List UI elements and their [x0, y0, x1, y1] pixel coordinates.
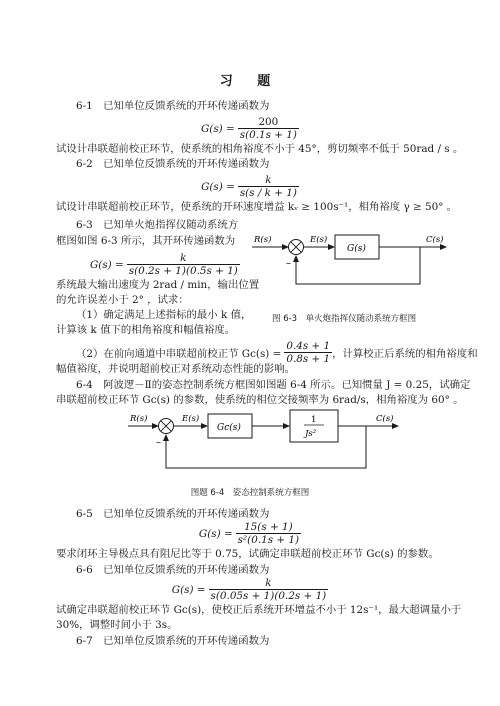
problem-6-5-intro: 6-5 已知单位反馈系统的开环传递函数为 [76, 508, 270, 520]
problem-6-2-task: 试设计串联超前校正环节，使系统的开环速度增益 kᵥ ≥ 100s⁻¹，相角裕度 γ ≥ 50° 。 [56, 201, 458, 213]
problem-6-3-q2c: 幅值裕度，并说明超前校正对系统动态性能的影响。 [56, 363, 295, 375]
problem-6-5-task: 要求闭环主导极点具有阻尼比等于 0.75，试确定串联超前校正环节 Gc(s) 的参数。 [56, 548, 439, 560]
q2-text-a: （2）在前向通道中串联超前校正节 Gc(s) = [76, 348, 282, 360]
problem-6-6-task2: 30%，调整时间小于 3s。 [56, 619, 178, 631]
eq-fraction [127, 252, 240, 277]
diagram-error-label: E(s) [182, 414, 200, 424]
problem-6-7-intro: 6-7 已知单位反馈系统的开环传递函数为 [76, 635, 270, 647]
equation-6-2 [0, 174, 500, 199]
problem-6-3-q1b: 计算该 k 值下的相角裕度和幅值裕度。 [56, 324, 236, 336]
eq-fraction [238, 116, 299, 141]
block-diagram-6-4 [128, 405, 400, 480]
figure-caption-6-4: 图题 6-4 姿态控制系统方框图 [190, 488, 310, 498]
problem-6-3-line4: 的允许误差小于 2° ，试求： [56, 294, 189, 306]
eq-denominator: s(0.1s + 1) [239, 129, 297, 141]
q2-denominator: 0.8s + 1 [286, 353, 331, 365]
eq-numerator: 15(s + 1) [244, 521, 293, 533]
eq-fraction [236, 521, 301, 546]
equation-6-5 [0, 521, 500, 546]
diagram-error-label: E(s) [310, 235, 328, 245]
eq-lhs: G(s) = [90, 258, 124, 271]
eq-numerator: 200 [258, 116, 279, 128]
diagram-output-label: C(s) [376, 414, 394, 424]
diagram-output-label: C(s) [426, 235, 444, 245]
equation-6-6 [0, 577, 500, 602]
block-diagram-6-3 [250, 222, 450, 302]
eq-fraction [209, 577, 329, 602]
eq-lhs: G(s) = [171, 583, 206, 596]
plant-numerator: 1 [311, 415, 317, 425]
problem-6-3-line1: 6-3 已知单火炮指挥仪随动系统方 [76, 219, 239, 231]
equation-6-3 [90, 252, 240, 277]
diagram-input-label: R(s) [254, 235, 272, 245]
problem-6-3-line3: 系统最大输出速度为 2rad / min，输出位置 [56, 279, 260, 291]
minus-sign: – [286, 258, 291, 269]
q2-numerator: 0.4s + 1 [286, 340, 331, 352]
eq-denominator: s(0.2s + 1)(0.5s + 1) [128, 265, 238, 277]
eq-denominator: s(s / k + 1) [239, 187, 297, 199]
problem-6-4-line2: 串联超前校正环节 Gc(s) 的参数，使系统的相位交接频率为 6rad/s，相角裕度为 60° 。 [56, 394, 464, 406]
eq-denominator: s(0.05s + 1)(0.2s + 1) [210, 590, 327, 602]
controller-block-label: Gc(s) [217, 423, 241, 433]
problem-6-2-intro: 6-2 已知单位反馈系统的开环传递函数为 [76, 158, 270, 170]
q2-text-b: ，计算校正后系统的相角裕度和 [332, 348, 478, 360]
eq-fraction [238, 174, 299, 199]
problem-6-3-line2: 框图如图 6-3 所示，其开环传递函数为 [56, 235, 236, 247]
plant-block-label: G(s) [347, 244, 366, 254]
eq-lhs: G(s) = [201, 180, 235, 193]
figure-caption-6-3: 图 6-3 单火炮指挥仪随动系统方框图 [272, 314, 417, 324]
problem-6-1-task: 试设计串联超前校正环节，使系统的相角裕度不小于 45°，剪切频率不低于 50rad / s 。 [56, 143, 464, 155]
minus-sign: – [156, 437, 161, 448]
eq-denominator: s²(0.1s + 1) [237, 534, 300, 546]
page-title: 习 题 [219, 74, 281, 89]
eq-numerator: k [265, 577, 272, 589]
problem-6-1-intro: 6-1 已知单位反馈系统的开环传递函数为 [76, 100, 270, 112]
eq-lhs: G(s) = [201, 122, 235, 135]
eq-numerator: k [265, 174, 272, 186]
problem-6-4-line1: 6-4 阿波逻－Ⅱ的姿态控制系统方框图如图题 6-4 所示。已知惯量 J = 0.25，试确定 [76, 379, 471, 391]
equation-6-1 [0, 116, 500, 141]
problem-6-6-intro: 6-6 已知单位反馈系统的开环传递函数为 [76, 564, 270, 576]
diagram-input-label: R(s) [130, 414, 148, 424]
problem-6-3-q1a: （1）确定满足上述指标的最小 k 值， [76, 309, 252, 321]
problem-6-6-task1: 试确定串联超前校正环节 Gc(s)，使校正后系统开环增益不小于 12s⁻¹，最大超调量小于 [56, 604, 462, 616]
eq-lhs: G(s) = [198, 527, 233, 540]
plant-denominator: Js² [305, 429, 317, 439]
eq-numerator: k [180, 252, 187, 264]
